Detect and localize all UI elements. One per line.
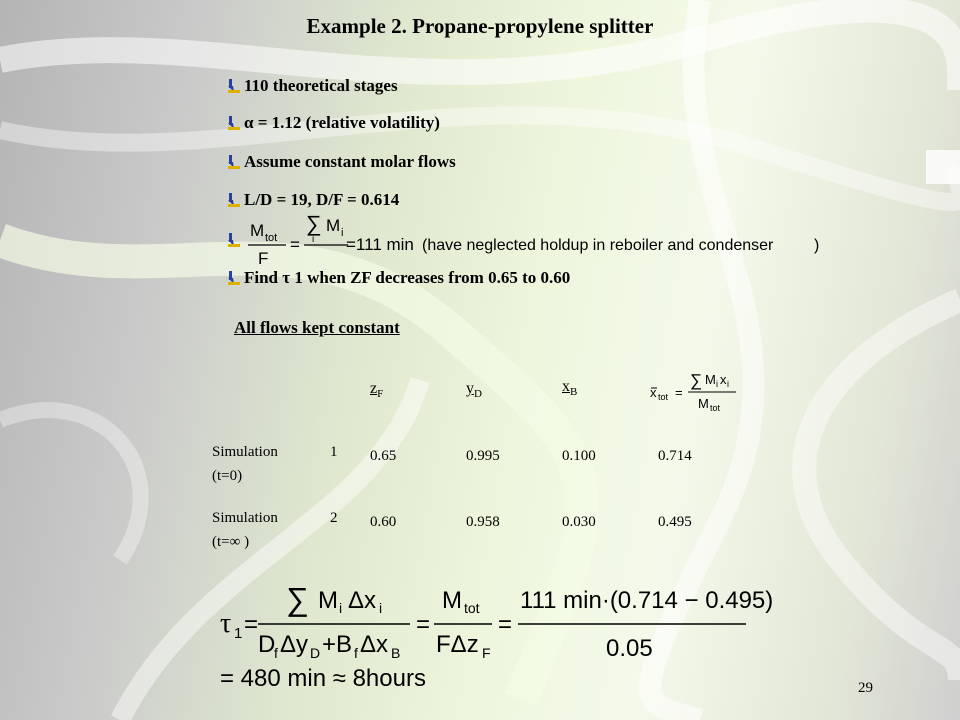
svg-text:f: f xyxy=(274,645,278,661)
svg-text:M: M xyxy=(442,587,462,614)
svg-text:=: = xyxy=(675,385,683,400)
svg-text:=: = xyxy=(290,235,300,254)
row2-xtot: 0.495 xyxy=(658,514,692,530)
header-zF: $z_F$ xyxy=(370,380,384,401)
row2-yD: 0.958 xyxy=(466,514,500,530)
row1-zF: 0.65 xyxy=(370,448,397,464)
svg-text:x: x xyxy=(650,385,657,400)
section-heading: All flows kept constant xyxy=(234,318,400,337)
header-yD: $y_D$ xyxy=(466,380,482,401)
svg-text:+B: +B xyxy=(322,631,353,658)
bullet-text: Assume constant molar flows xyxy=(244,152,456,171)
svg-text:tot: tot xyxy=(265,232,278,244)
svg-text:(have neglected holdup in rebo: (have neglected holdup in reboiler and condenser xyxy=(422,237,774,254)
svg-text:x: x xyxy=(720,372,727,387)
svg-text:D: D xyxy=(258,631,276,658)
down-arrow-bullet-icon xyxy=(228,116,240,130)
svg-text:M: M xyxy=(705,372,716,387)
row1-xtot: 0.714 xyxy=(658,448,692,464)
header-xB: $x_B$ xyxy=(562,378,578,399)
svg-text:i: i xyxy=(716,379,718,389)
svg-text:Δy: Δy xyxy=(280,631,309,658)
svg-text:=: = xyxy=(244,611,259,638)
bullet-text: 110 theoretical stages xyxy=(244,76,398,95)
row1-yD: 0.995 xyxy=(466,448,500,464)
svg-text:∑: ∑ xyxy=(306,211,322,236)
svg-text:M: M xyxy=(318,587,338,614)
svg-text:τ: τ xyxy=(220,608,232,639)
down-arrow-bullet-icon xyxy=(228,271,240,285)
slide-title: Example 2. Propane-propylene splitter xyxy=(306,14,654,38)
time-constant-equation xyxy=(214,572,774,696)
svg-text:i: i xyxy=(727,379,729,389)
svg-text:i: i xyxy=(341,227,344,239)
svg-text:M: M xyxy=(698,396,709,411)
row2-xB: 0.030 xyxy=(562,514,596,530)
bullet-text: α = 1.12 (relative volatility) xyxy=(244,113,440,132)
down-arrow-bullet-icon xyxy=(228,193,240,207)
svg-text:1: 1 xyxy=(234,625,243,642)
svg-text:FΔz: FΔz xyxy=(436,631,479,658)
svg-text:tot: tot xyxy=(464,600,480,616)
svg-text:B: B xyxy=(391,645,401,661)
row1-label: Simulation xyxy=(212,444,278,460)
svg-text:i: i xyxy=(379,600,383,616)
bullet-find-tau xyxy=(228,266,570,290)
svg-text:0.05: 0.05 xyxy=(606,635,653,662)
svg-text:): ) xyxy=(814,237,820,254)
svg-text:Δx: Δx xyxy=(360,631,389,658)
bullet-relative-volatility xyxy=(228,111,440,135)
bullet-text: L/D = 19, D/F = 0.614 xyxy=(244,190,400,209)
bullet-text: Find τ 1 when ZF decreases from 0.65 to 0.60 xyxy=(244,268,571,287)
svg-text:=111 min: =111 min xyxy=(346,235,414,254)
row1-sublabel: (t=0) xyxy=(212,468,243,484)
row1-xB: 0.100 xyxy=(562,448,596,464)
header-xtot-formula xyxy=(648,366,758,414)
row2-zF: 0.60 xyxy=(370,514,397,530)
svg-text:M: M xyxy=(326,216,341,235)
svg-text:f: f xyxy=(354,645,358,661)
svg-text:=: = xyxy=(416,611,431,638)
bullet-holdup-equation xyxy=(228,228,244,252)
svg-text:i: i xyxy=(339,600,343,616)
down-arrow-bullet-icon xyxy=(228,79,240,93)
down-arrow-bullet-icon xyxy=(228,155,240,169)
down-arrow-bullet-icon xyxy=(228,233,240,247)
row2-sublabel: (t=∞ ) xyxy=(212,534,250,550)
svg-text:111 min·(0.714 − 0.495): 111 min·(0.714 − 0.495) xyxy=(520,587,774,614)
bullet-theoretical-stages xyxy=(228,74,398,98)
bullet-constant-molar-flows xyxy=(228,150,456,174)
svg-text:=: = xyxy=(498,611,513,638)
svg-text:= 480 min ≈ 8hours: = 480 min ≈ 8hours xyxy=(220,665,426,692)
row2-label: Simulation xyxy=(212,510,278,526)
svg-text:i: i xyxy=(312,234,315,245)
holdup-time-equation xyxy=(244,204,824,268)
svg-text:M: M xyxy=(250,221,265,240)
svg-text:F: F xyxy=(258,249,269,268)
page-number: 29 xyxy=(858,680,873,696)
svg-text:tot: tot xyxy=(710,403,721,413)
svg-text:∑: ∑ xyxy=(286,581,309,617)
row1-index: 1 xyxy=(330,444,338,460)
svg-text:D: D xyxy=(310,645,321,661)
svg-text:tot: tot xyxy=(658,392,669,402)
svg-text:Δx: Δx xyxy=(348,587,377,614)
row2-index: 2 xyxy=(330,510,338,526)
svg-text:∑: ∑ xyxy=(690,371,703,390)
svg-text:F: F xyxy=(482,645,491,661)
